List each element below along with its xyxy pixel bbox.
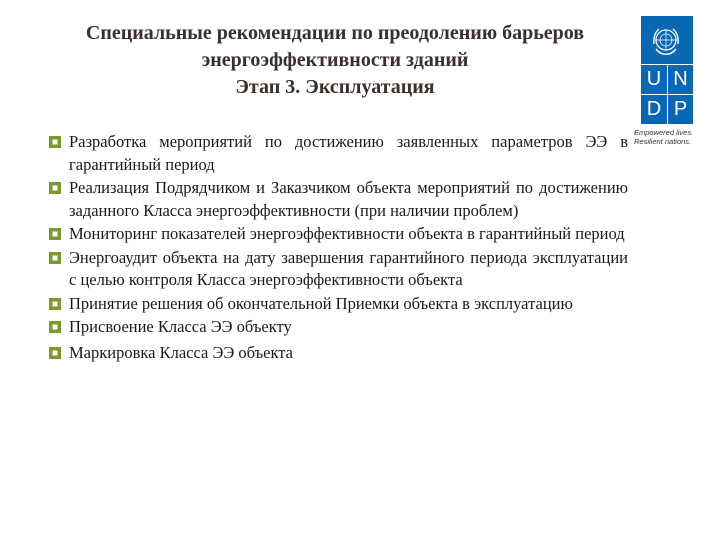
bullet-square-icon — [49, 182, 61, 194]
bullet-square-icon — [49, 347, 61, 359]
slide-title — [40, 20, 630, 101]
bullet-item — [48, 316, 628, 339]
bullet-item — [48, 342, 628, 365]
bullet-square-icon — [49, 298, 61, 310]
bullet-item — [48, 131, 628, 176]
bullet-text: Реализация Подрядчиком и Заказчиком объекта мероприятий по достижению заданного Класса энергоэффективности (при наличии проблем) — [69, 178, 628, 220]
logo-letter-d: D — [641, 94, 667, 124]
bullet-square-icon — [49, 252, 61, 264]
title-line-2: энергоэффективности зданий — [201, 49, 469, 71]
logo-letter-p: P — [667, 94, 693, 124]
bullet-list — [48, 131, 628, 367]
logo-letter-n: N — [667, 64, 693, 94]
bullet-text: Принятие решения об окончательной Приемки объекта в эксплуатацию — [69, 293, 573, 313]
tagline-line-1: Empowered lives. — [634, 128, 694, 137]
tagline-line-2: Resilient nations. — [634, 137, 692, 146]
logo-letter-grid — [641, 64, 693, 124]
bullet-text: Мониторинг показателей энергоэффективности объекта в гарантийный период — [69, 224, 625, 243]
un-emblem-icon — [649, 24, 683, 58]
logo-letter-u: U — [641, 64, 667, 94]
bullet-item — [48, 247, 628, 292]
undp-logo — [641, 16, 693, 124]
bullet-item — [48, 293, 628, 316]
bullet-text: Энергоаудит объекта на дату завершения гарантийного периода эксплуатации с целью контроля Класса энергоэффективности объекта — [69, 247, 628, 289]
bullet-text: Маркировка Класса ЭЭ объекта — [69, 342, 293, 362]
bullet-text: Присвоение Класса ЭЭ объекту — [69, 317, 292, 336]
bullet-item — [48, 223, 628, 246]
bullet-square-icon — [49, 136, 61, 148]
bullet-item — [48, 177, 628, 222]
bullet-square-icon — [49, 228, 61, 240]
bullet-text: Разработка мероприятий по достижению заявленных параметров ЭЭ в гарантийный период — [69, 132, 628, 174]
title-line-3: Этап 3. Эксплуатация — [235, 76, 435, 98]
bullet-square-icon — [49, 321, 61, 333]
logo-tagline — [634, 128, 708, 146]
title-line-1: Специальные рекомендации по преодолению барьеров — [85, 22, 585, 44]
